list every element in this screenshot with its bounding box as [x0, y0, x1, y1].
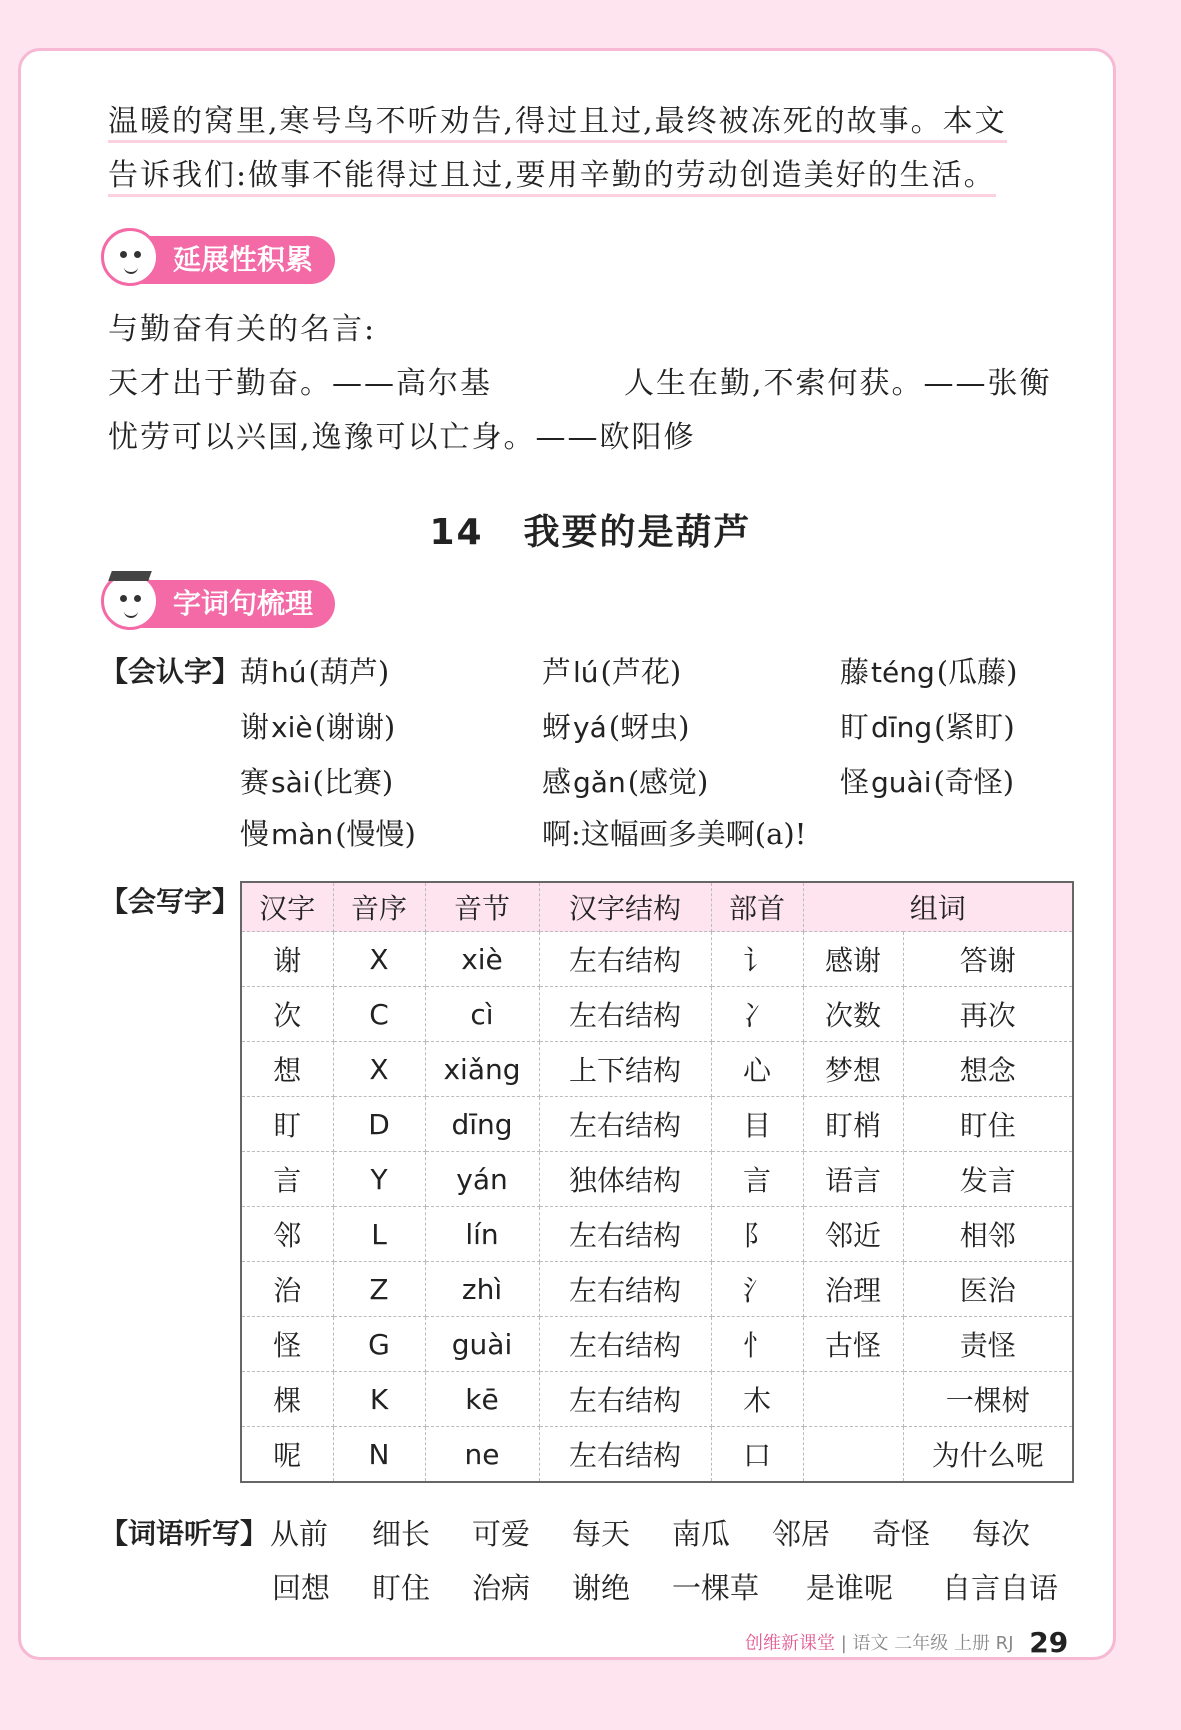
lesson-title: [0, 504, 1181, 555]
dictation-word: 从前: [270, 1517, 329, 1551]
recognize-item: [240, 650, 389, 691]
table-cell: 阝: [711, 1207, 803, 1262]
table-row: [241, 1262, 1073, 1317]
table-cell: 呢: [241, 1427, 333, 1483]
header-cell: 组词: [803, 882, 1073, 932]
recognize-sentence: 啊:这幅画多美啊(a)!: [542, 817, 807, 851]
recognize-word: (芦花): [600, 655, 682, 689]
recognize-pinyin: yá: [573, 711, 607, 744]
recognize-char: 怪: [840, 765, 870, 799]
dictation-word: 细长: [372, 1517, 431, 1551]
table-cell: 邻: [241, 1207, 333, 1262]
table-cell: zhì: [425, 1262, 539, 1317]
dictation-word: 谢绝: [572, 1571, 631, 1605]
quote-2: 人生在勤,不索何获。——张衡: [624, 366, 1052, 401]
words-heading-text: 字词句梳理: [173, 587, 314, 620]
header-cell: 汉字结构: [539, 882, 711, 932]
table-cell: guài: [425, 1317, 539, 1372]
recognize-word: (蚜虫): [608, 710, 690, 744]
dictation-word: 自言自语: [942, 1571, 1059, 1605]
table-cell: 次: [241, 987, 333, 1042]
table-cell: 责怪: [903, 1317, 1073, 1372]
dictation-word: 每天: [572, 1517, 631, 1551]
table-cell: 邻近: [803, 1207, 903, 1262]
table-cell: 医治: [903, 1262, 1073, 1317]
write-table: [240, 881, 1074, 1483]
table-cell: 治: [241, 1262, 333, 1317]
recognize-pinyin: xiè: [271, 711, 313, 744]
table-cell: lín: [425, 1207, 539, 1262]
table-cell: 盯梢: [803, 1097, 903, 1152]
recognize-pinyin: guài: [871, 766, 932, 799]
recognize-pinyin: sài: [271, 766, 311, 799]
table-cell: 怪: [241, 1317, 333, 1372]
table-cell: 再次: [903, 987, 1073, 1042]
table-cell: xiǎng: [425, 1042, 539, 1097]
table-cell: 为什么呢: [903, 1427, 1073, 1483]
table-cell: 上下结构: [539, 1042, 711, 1097]
recognize-word: (葫芦): [308, 655, 390, 689]
extension-lead: 与勤奋有关的名言:: [108, 312, 377, 347]
recognize-item: [840, 705, 1015, 746]
table-cell: 一棵树: [903, 1372, 1073, 1427]
recognize-word: (紧盯): [934, 710, 1015, 744]
recognize-label: 【会认字】: [100, 655, 241, 688]
recognize-word: (瓜藤): [936, 655, 1018, 689]
recognize-pinyin: dīng: [871, 711, 933, 744]
table-cell: 左右结构: [539, 1262, 711, 1317]
recognize-pinyin: màn: [271, 818, 334, 851]
table-cell: X: [333, 932, 425, 987]
table-cell: Y: [333, 1152, 425, 1207]
table-cell: 左右结构: [539, 1427, 711, 1483]
table-row: [241, 1317, 1073, 1372]
dictation-word: 是谁呢: [806, 1571, 894, 1605]
recognize-char: 谢: [240, 710, 270, 744]
table-cell: 次数: [803, 987, 903, 1042]
table-cell: 口: [711, 1427, 803, 1483]
table-cell: 梦想: [803, 1042, 903, 1097]
words-heading: [105, 580, 335, 628]
recognize-pinyin: hú: [271, 656, 307, 689]
table-cell: 独体结构: [539, 1152, 711, 1207]
table-row: [241, 1427, 1073, 1483]
table-cell: G: [333, 1317, 425, 1372]
table-cell: C: [333, 987, 425, 1042]
table-row: [241, 1097, 1073, 1152]
dictation-word: 盯住: [372, 1571, 431, 1605]
table-row: [241, 1152, 1073, 1207]
table-cell: 讠: [711, 932, 803, 987]
recognize-char: 盯: [840, 710, 870, 744]
dictation-word: 每次: [972, 1517, 1031, 1551]
footer-info: | 语文 二年级 上册 RJ: [840, 1633, 1014, 1654]
footer-brand: 创维新课堂: [745, 1633, 835, 1654]
table-cell: 左右结构: [539, 1372, 711, 1427]
recognize-char: 慢: [240, 817, 270, 851]
recognize-item: [840, 650, 1017, 691]
table-cell: L: [333, 1207, 425, 1262]
table-row: [241, 932, 1073, 987]
table-cell: 左右结构: [539, 932, 711, 987]
table-cell: 左右结构: [539, 1317, 711, 1372]
recognize-item: [240, 705, 395, 746]
table-cell: 忄: [711, 1317, 803, 1372]
table-cell: 相邻: [903, 1207, 1073, 1262]
table-cell: 古怪: [803, 1317, 903, 1372]
table-cell: 左右结构: [539, 1207, 711, 1262]
table-cell: 氵: [711, 1262, 803, 1317]
recognize-word: (谢谢): [314, 710, 396, 744]
recognize-word: (比赛): [312, 765, 394, 799]
lesson-number: 14: [429, 512, 484, 553]
table-cell: ne: [425, 1427, 539, 1483]
table-header-row: [241, 882, 1073, 932]
recognize-pinyin: téng: [871, 656, 935, 689]
table-cell: 盯: [241, 1097, 333, 1152]
recognize-pinyin: lú: [573, 656, 599, 689]
lesson-title-text: 我要的是葫芦: [523, 512, 752, 553]
dictation-word: 回想: [272, 1571, 331, 1605]
table-cell: 心: [711, 1042, 803, 1097]
table-cell: 冫: [711, 987, 803, 1042]
table-cell: 想念: [903, 1042, 1073, 1097]
table-cell: 左右结构: [539, 987, 711, 1042]
table-cell: cì: [425, 987, 539, 1042]
recognize-char: 赛: [240, 765, 270, 799]
table-cell: 发言: [903, 1152, 1073, 1207]
dictation-word: 治病: [472, 1571, 531, 1605]
recognize-char: 藤: [840, 655, 870, 689]
recognize-item: [542, 760, 708, 801]
dictation-word: 邻居: [772, 1517, 831, 1551]
recognize-word: (感觉): [627, 765, 709, 799]
table-cell: 谢: [241, 932, 333, 987]
table-cell: 木: [711, 1372, 803, 1427]
table-cell: 言: [241, 1152, 333, 1207]
table-cell: [803, 1427, 903, 1483]
header-cell: 音节: [425, 882, 539, 932]
recognize-char: 感: [542, 765, 572, 799]
extension-heading: [105, 236, 335, 284]
table-cell: N: [333, 1427, 425, 1483]
recognize-pinyin: gǎn: [573, 766, 626, 799]
page-number: 29: [1029, 1626, 1069, 1659]
recognize-char: 蚜: [542, 710, 572, 744]
recognize-item: [542, 705, 689, 746]
recognize-item: [542, 650, 681, 691]
table-cell: 目: [711, 1097, 803, 1152]
header-cell: 汉字: [241, 882, 333, 932]
table-cell: 治理: [803, 1262, 903, 1317]
table-row: [241, 1042, 1073, 1097]
intro-line-1: 温暖的窝里,寒号鸟不听劝告,得过且过,最终被冻死的故事。本文: [108, 96, 1007, 143]
table-cell: dīng: [425, 1097, 539, 1152]
table-cell: yán: [425, 1152, 539, 1207]
table-cell: K: [333, 1372, 425, 1427]
recognize-word: (奇怪): [933, 765, 1015, 799]
table-cell: [803, 1372, 903, 1427]
table-row: [241, 1372, 1073, 1427]
dictation-label: 【词语听写】: [100, 1517, 269, 1550]
recognize-item: [240, 812, 416, 853]
table-cell: xiè: [425, 932, 539, 987]
quote-1: 天才出于勤奋。——高尔基: [108, 366, 492, 401]
dictation-word: 南瓜: [672, 1517, 731, 1551]
recognize-char: 芦: [542, 655, 572, 689]
recognize-item: [840, 760, 1014, 801]
dictation-word: 一棵草: [672, 1571, 760, 1605]
quote-3: 忧劳可以兴国,逸豫可以亡身。——欧阳修: [108, 420, 696, 455]
table-cell: D: [333, 1097, 425, 1152]
recognize-char: 葫: [240, 655, 270, 689]
table-row: [241, 1207, 1073, 1262]
mascot-icon: [101, 228, 159, 286]
table-cell: 想: [241, 1042, 333, 1097]
dictation-word: 可爱: [472, 1517, 531, 1551]
table-cell: 棵: [241, 1372, 333, 1427]
table-cell: 左右结构: [539, 1097, 711, 1152]
table-cell: 答谢: [903, 932, 1073, 987]
write-label: 【会写字】: [100, 885, 241, 918]
table-cell: Z: [333, 1262, 425, 1317]
mascot-graduate-icon: [101, 572, 159, 630]
table-cell: 盯住: [903, 1097, 1073, 1152]
extension-heading-text: 延展性积累: [173, 243, 314, 276]
recognize-word: (慢慢): [335, 817, 416, 851]
dictation-word: 奇怪: [872, 1517, 931, 1551]
table-cell: kē: [425, 1372, 539, 1427]
header-cell: 音序: [333, 882, 425, 932]
table-cell: 言: [711, 1152, 803, 1207]
intro-line-2: 告诉我们:做事不能得过且过,要用辛勤的劳动创造美好的生活。: [108, 150, 996, 197]
recognize-item: [240, 760, 393, 801]
header-cell: 部首: [711, 882, 803, 932]
table-cell: 语言: [803, 1152, 903, 1207]
table-row: [241, 987, 1073, 1042]
table-cell: X: [333, 1042, 425, 1097]
footer: [745, 1626, 1068, 1659]
table-cell: 感谢: [803, 932, 903, 987]
